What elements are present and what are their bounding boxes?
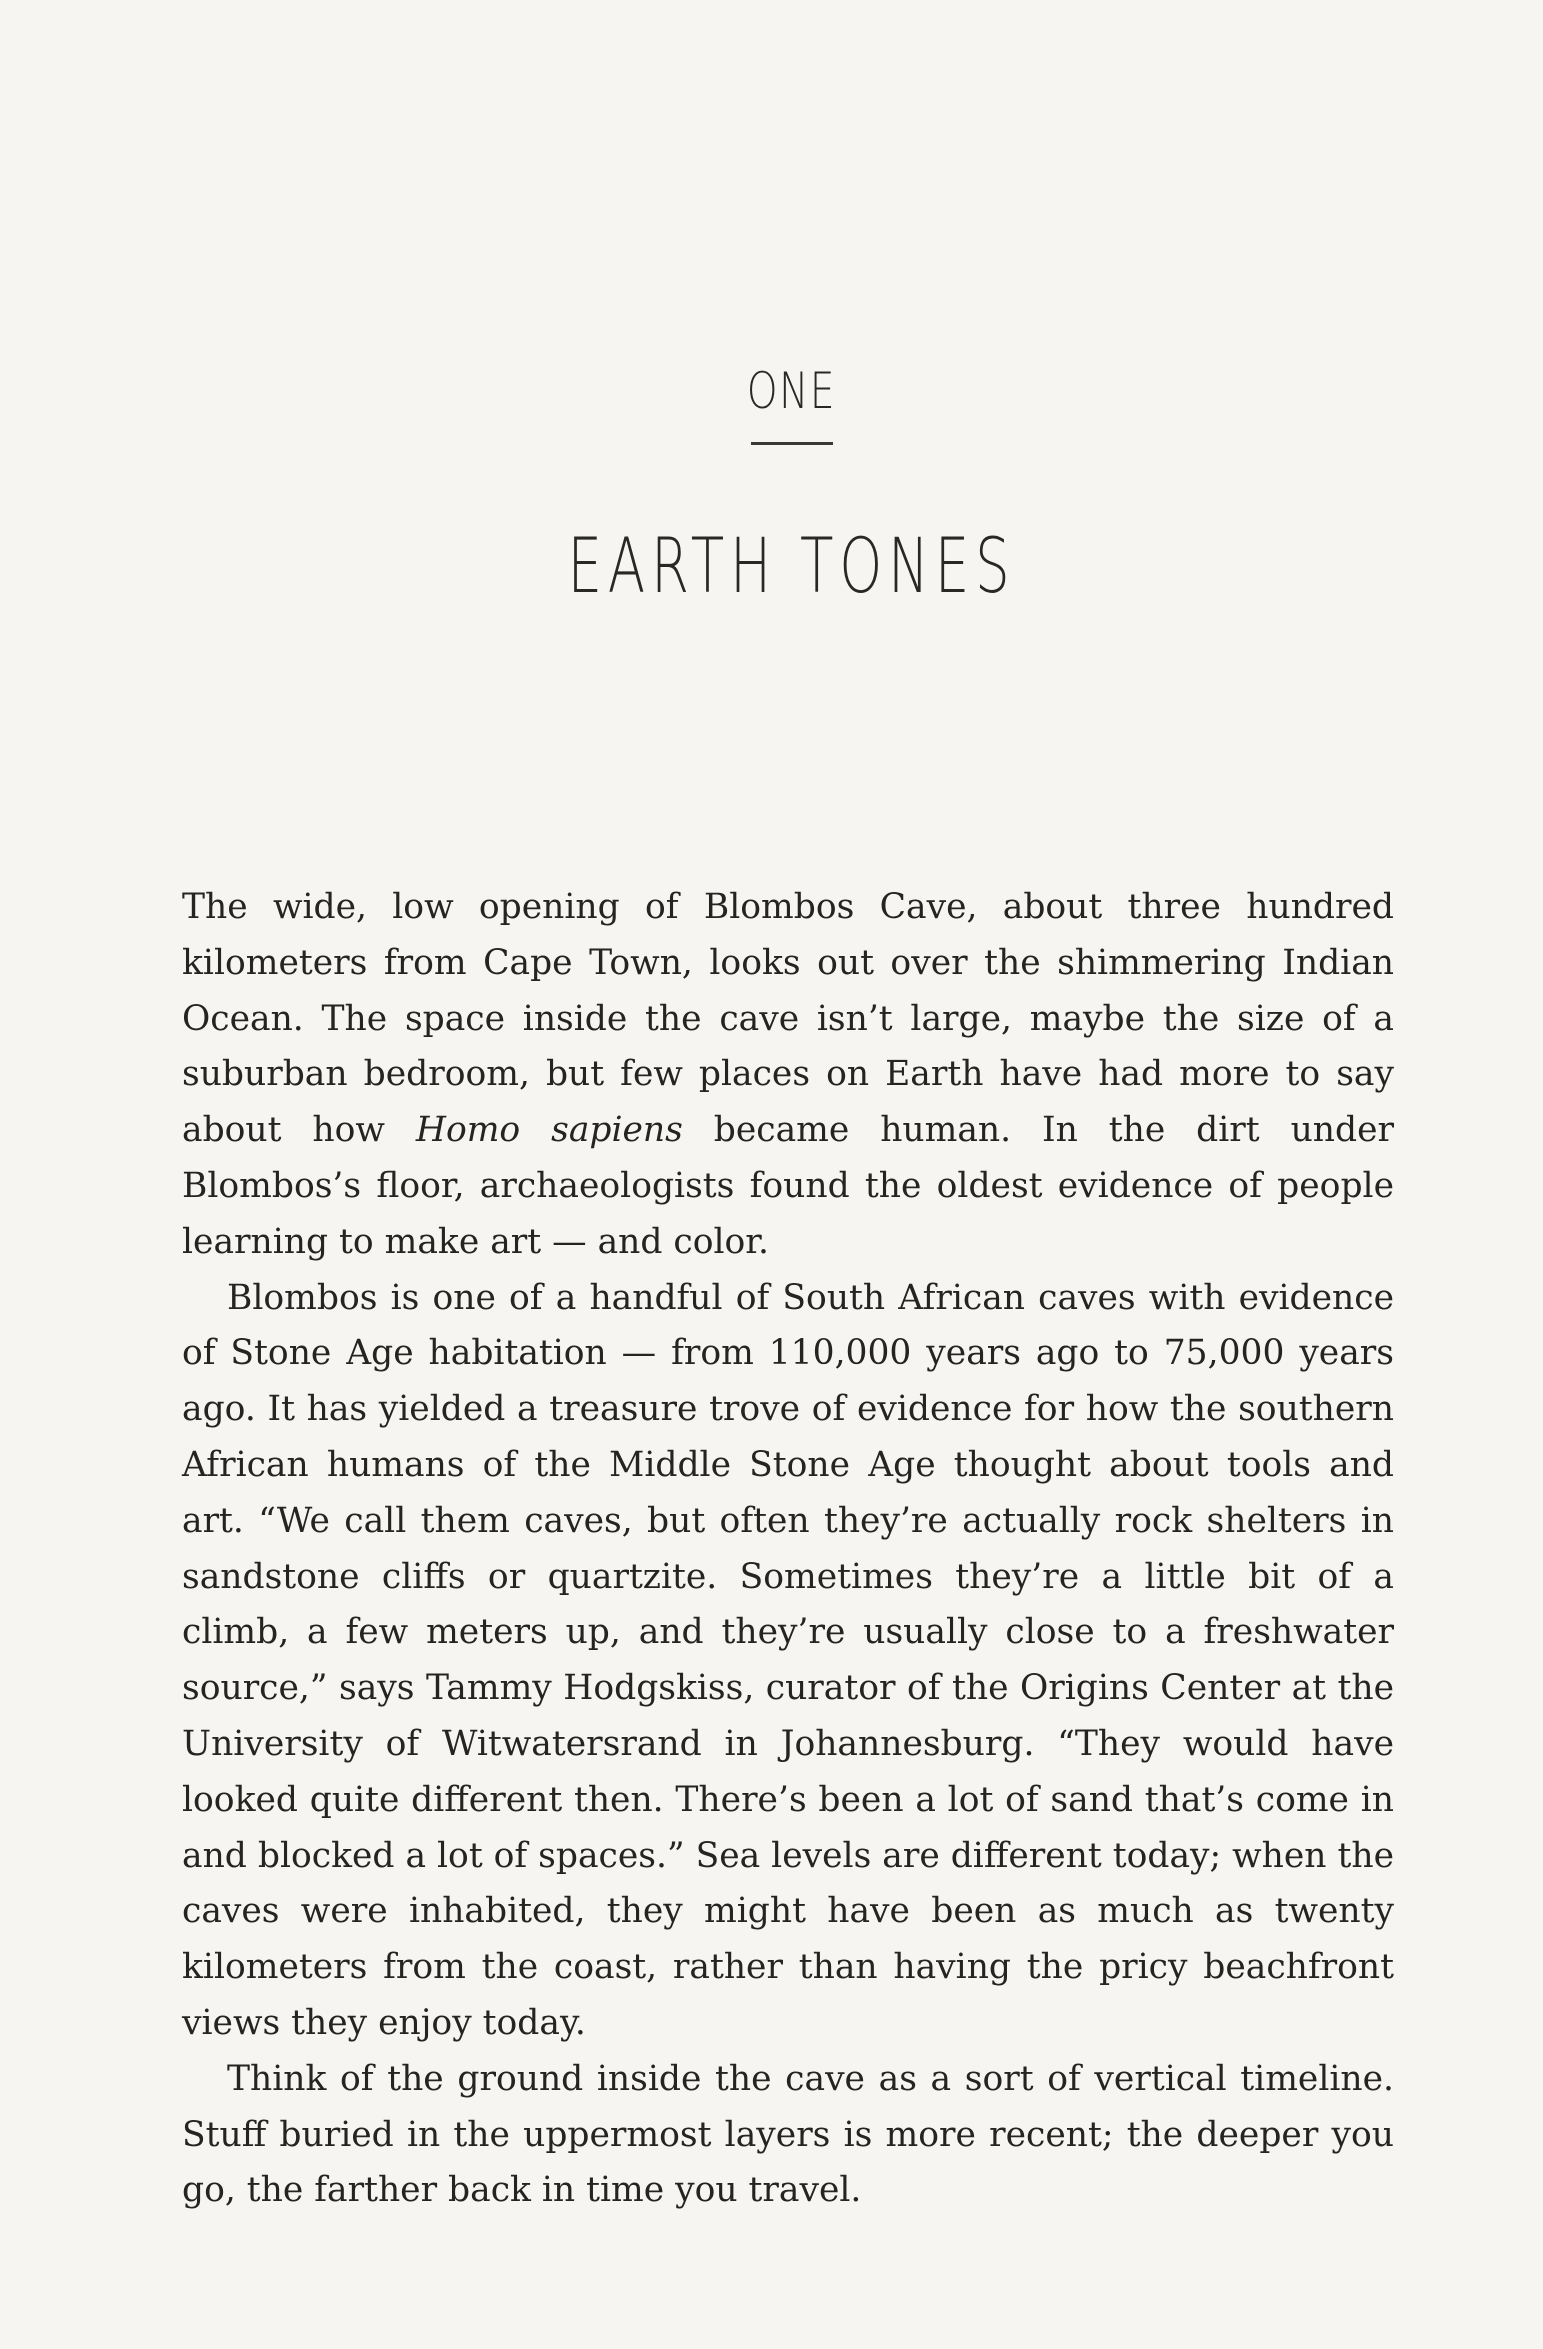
paragraph-1 xyxy=(182,880,1394,1271)
chapter-title: EARTH TONES xyxy=(567,521,1016,610)
paragraph-2: Blombos is one of a handful of South African caves with evidence of Stone Age habitation — from 110,000 years ago to 75,000 years ago. It has yielded a treasure trove of evidence for how the southern African humans of the Middle Stone Age thought about tools and art. “We call them caves, but often they’re actually rock shelters in sandstone cliffs or quartzite. Sometimes they’re a little bit of a climb, a few meters up, and they’re usually close to a freshwater source,” says Tammy Hodgskiss, curator of the Origins Center at the University of Witwatersrand in Johannesburg. “They would have looked quite different then. There’s been a lot of sand that’s come in and blocked a lot of spaces.” Sea levels are different today; when the caves were inhabited, they might have been as much as twenty kilometers from the coast, rather than having the pricy beachfront views they enjoy today. xyxy=(182,1277,1394,2043)
chapter-number: ONE xyxy=(746,362,837,420)
paragraph-1-italic-term: Homo sapiens xyxy=(415,1110,683,1151)
paragraph-3: Think of the ground inside the cave as a sort of vertical timeline. Stuff buried in the uppermost layers is more recent; the deeper you go, the farther back in time you travel. xyxy=(182,2058,1394,2211)
paragraph-1-text-before: The wide, low opening of Blombos Cave, about three hundred kilometers from Cape Town, looks out over the shimmering Indian Ocean. The space inside the cave isn’t large, maybe the size of a suburban bedroom, but few places on Earth have had more to say about how xyxy=(182,887,1394,1151)
body-text xyxy=(182,880,1394,2219)
chapter-divider-rule xyxy=(751,442,833,445)
paragraph-1-text-after: became human. In the dirt under Blombos’s floor, archaeologists found the oldest evidence of people learning to make art — and color. xyxy=(182,1110,1395,1262)
